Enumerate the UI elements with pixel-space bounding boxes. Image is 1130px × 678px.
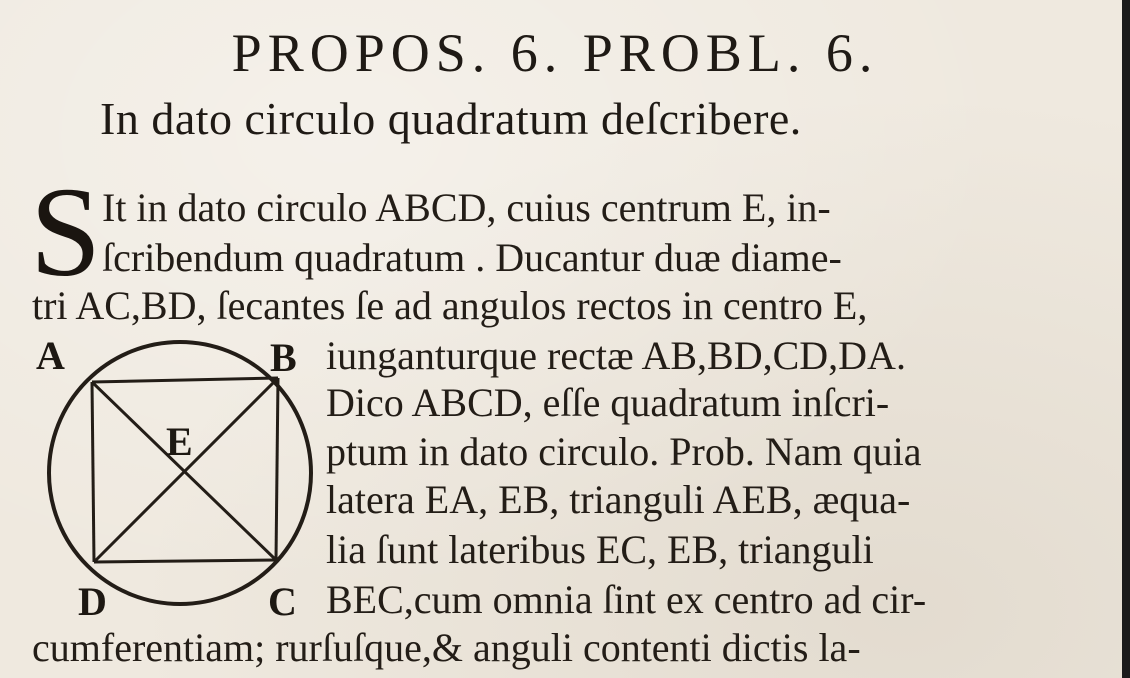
side-ab — [92, 378, 278, 382]
side-bc — [276, 378, 278, 560]
label-c: C — [268, 579, 297, 624]
text-line: cumferentiam; rurſuſque,& anguli contenti dictis la- — [32, 625, 861, 670]
text-line: It in dato circulo ABCD, cuius centrum E, in- — [102, 185, 831, 230]
text-line: lia ſunt lateribus EC, EB, trianguli — [326, 527, 874, 572]
text-line: ſcribendum quadratum . Ducantur duæ diame- — [102, 235, 842, 280]
text-line: ptum in dato circulo. Prob. Nam quia — [326, 429, 922, 474]
text-line: iunganturque rectæ AB,BD,CD,DA. — [326, 333, 906, 378]
drop-cap: S — [30, 161, 102, 303]
proposition-subheading: In dato circulo quadratum deſcribere. — [100, 93, 802, 144]
label-d: D — [78, 579, 107, 624]
label-b: B — [270, 335, 297, 380]
label-a: A — [36, 333, 65, 378]
text-line: Dico ABCD, eſſe quadratum inſcri- — [326, 380, 890, 425]
geometric-figure — [36, 330, 326, 630]
proposition-heading: PROPOS. 6. PROBL. 6. — [231, 23, 879, 83]
page-edge — [1122, 0, 1130, 678]
text-line: tri AC,BD, ſecantes ſe ad angulos rectos in centro E, — [32, 283, 868, 328]
side-cd — [94, 560, 276, 562]
text-line: latera EA, EB, trianguli AEB, æqua- — [326, 477, 911, 522]
side-da — [92, 382, 94, 562]
text-line: BEC,cum omnia ſint ex centro ad cir- — [326, 577, 927, 622]
label-e: E — [166, 419, 193, 464]
